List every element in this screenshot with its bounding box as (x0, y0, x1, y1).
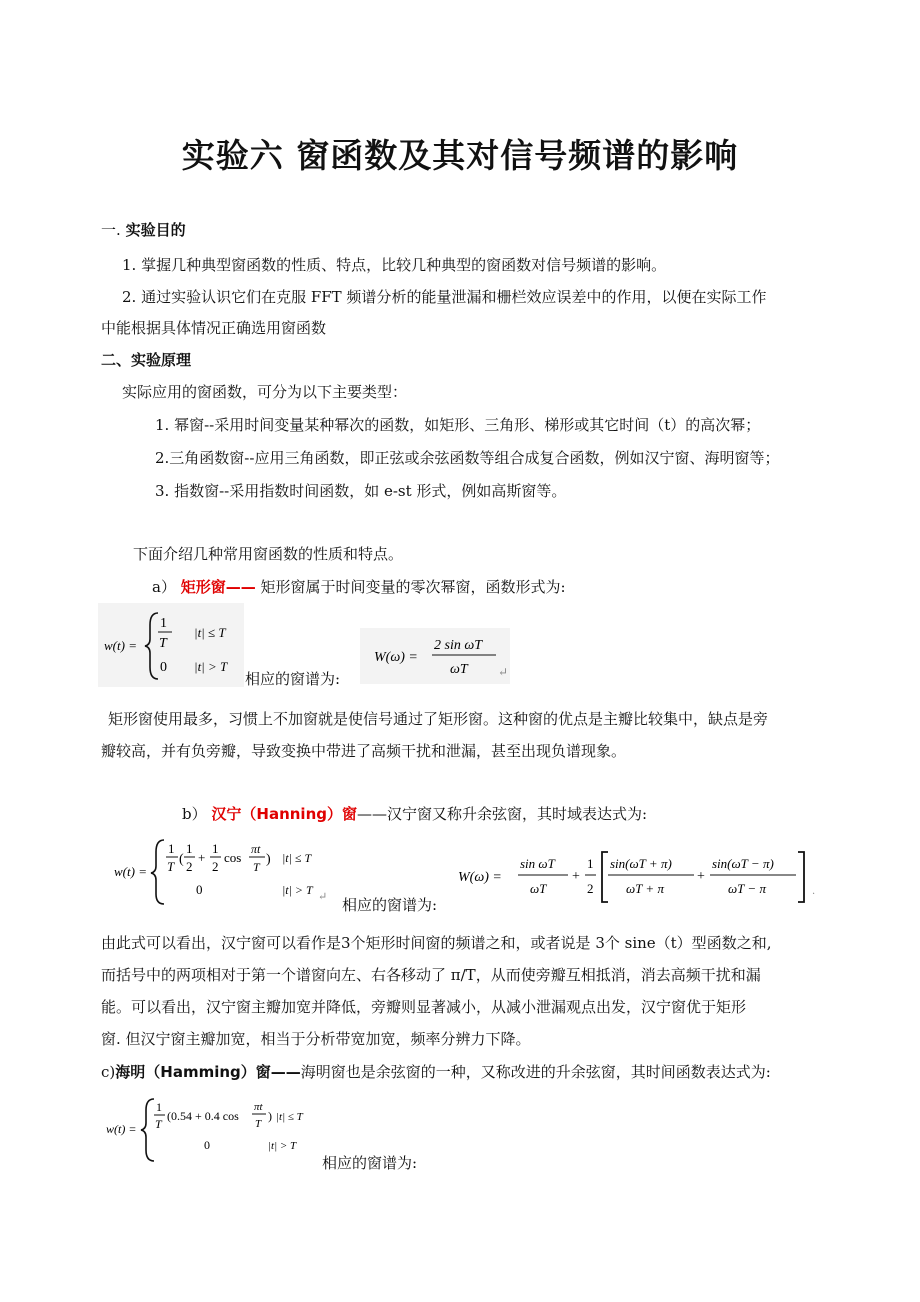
rect-spec-lhs: W(ω) = (374, 650, 418, 665)
hanning-s1-den: ωT (530, 881, 547, 896)
hanning-brace (151, 840, 164, 904)
hamming-frac-num: 1 (156, 1100, 162, 1114)
hanning-para-line-2: 而括号中的两项相对于第一个谱窗向左、右各移动了 π/T，从而使旁瓣互相抵消，消去高频干扰和漏 (101, 966, 761, 984)
hanning-case1-cond: |t| ≤ T (282, 851, 312, 865)
rect-window-heading (152, 577, 566, 597)
hanning-spec-plus1: + (572, 869, 580, 884)
rect-spec-den: ωT (450, 662, 468, 677)
rect-spectrum-formula (360, 628, 510, 684)
rect-spec-num: 2 sin ωT (434, 638, 483, 653)
hanning-open-paren: ( (179, 852, 184, 867)
hamming-lhs: w(t) = (106, 1122, 137, 1136)
hanning-s2-num: sin(ωT + π) (610, 856, 672, 871)
hanning-half1-num: 1 (186, 841, 193, 856)
hanning-s1-num: sin ωT (520, 856, 555, 871)
hanning-case2-cond: |t| > T (282, 883, 313, 897)
rect-marker: a） (152, 578, 176, 596)
hanning-window-desc: ——汉宁窗又称升余弦窗，其时域表达式为: (356, 805, 648, 823)
hamming-pit-den: T (255, 1118, 262, 1130)
return-mark-icon: ↵ (498, 665, 509, 679)
hanning-half2-num: 1 (212, 841, 219, 856)
hanning-para-line-4: 窗. 但汉宁窗主瓣加宽，相当于分析带宽加宽，频率分辨力下降。 (101, 1030, 531, 1048)
window-type-exp: 3. 指数窗--采用指数时间函数，如 e-st 形式，例如高斯窗等。 (155, 482, 567, 500)
hanning-frac1-num: 1 (168, 841, 175, 856)
rect-case2-val: 0 (160, 660, 167, 675)
objective-item-1: 1. 掌握几种典型窗函数的性质、特点，比较几种典型的窗函数对信号频谱的影响。 (122, 256, 667, 274)
hanning-half2-den: 2 (212, 859, 219, 874)
hamming-case1-cond: |t| ≤ T (276, 1111, 303, 1123)
hanning-frac1-den: T (167, 859, 175, 874)
objective-item-2-line-2: 中能根据具体情况正确选用窗函数 (101, 319, 327, 337)
hamming-case2-val: 0 (204, 1138, 210, 1152)
hamming-marker: c) (101, 1063, 116, 1081)
hanning-plus: + (198, 850, 206, 865)
hanning-para-line-1: 由此式可以看出，汉宁窗可以看作是3个矩形时间窗的频谱之和，或者说是 3个 sine（t）型函数之和, (101, 934, 772, 952)
hamming-spectrum-label: 相应的窗谱为: (322, 1154, 418, 1172)
hanning-window-name: 汉宁（Hanning）窗 (211, 805, 357, 823)
hamming-window-heading (101, 1062, 771, 1082)
hamming-window-desc: 海明窗也是余弦窗的一种，又称改进的升余弦窗，其时间函数表达式为: (300, 1063, 771, 1081)
hanning-spec-plus2: + (697, 869, 705, 884)
hanning-spec-half-den: 2 (587, 881, 594, 896)
hanning-spectrum-label: 相应的窗谱为: (342, 896, 438, 914)
section-1-heading (101, 220, 186, 240)
rect-case1-num: 1 (160, 616, 167, 631)
rect-lhs: w(t) = (104, 638, 137, 653)
hamming-brace (141, 1099, 154, 1161)
hanning-lhs: w(t) = (114, 864, 147, 879)
hanning-case2-val: 0 (196, 882, 203, 897)
rect-case2-cond: |t| > T (194, 659, 228, 674)
hamming-case2-cond: |t| > T (268, 1140, 297, 1152)
rect-window-desc: 矩形窗属于时间变量的零次幂窗，函数形式为: (260, 578, 566, 596)
common-windows-lead: 下面介绍几种常用窗函数的性质和特点。 (133, 545, 404, 563)
hanning-spec-dot: . (812, 886, 816, 897)
section-1-number: 一. (101, 221, 121, 239)
hamming-frac-den: T (155, 1117, 162, 1131)
hamming-pit-num: πt (254, 1101, 263, 1113)
hanning-s2-den: ωT + π (626, 881, 664, 896)
window-types-intro: 实际应用的窗函数，可分为以下主要类型： (122, 383, 408, 401)
rect-para-line-1: 矩形窗使用最多，习惯上不加窗就是使信号通过了矩形窗。这种窗的优点是主瓣比较集中，缺点是旁 (108, 710, 769, 728)
page-title: 实验六 窗函数及其对信号频谱的影响 (181, 136, 739, 175)
hanning-s3-den: ωT − π (728, 881, 766, 896)
section-1-title: 实验目的 (125, 221, 186, 239)
return-mark-icon: ↵ (318, 890, 328, 903)
rect-brace (145, 613, 158, 679)
hanning-pit-num: πt (251, 842, 261, 856)
hanning-spectrum-formula (456, 848, 826, 912)
rect-window-name: 矩形窗—— (180, 578, 256, 596)
hanning-pit-den: T (253, 860, 260, 874)
hanning-cos: cos (224, 850, 242, 865)
hanning-spec-lhs: W(ω) = (458, 870, 502, 885)
rect-para-line-2: 瓣较高，并有负旁瓣，导致变换中带进了高频干扰和泄漏，甚至出现负谱现象。 (101, 742, 627, 760)
hanning-left-bracket (602, 852, 608, 902)
hanning-time-formula (112, 836, 332, 910)
hamming-window-name: 海明（Hamming）窗—— (115, 1063, 301, 1081)
hanning-marker: b） (182, 805, 207, 823)
hamming-time-formula (104, 1095, 324, 1167)
hanning-spec-half-num: 1 (587, 856, 594, 871)
hamming-close-paren: ) (268, 1109, 272, 1123)
hanning-s3-num: sin(ωT − π) (712, 856, 774, 871)
hanning-close-paren: ) (266, 852, 271, 867)
hanning-half1-den: 2 (186, 859, 193, 874)
hanning-right-bracket (798, 852, 804, 902)
hanning-window-heading (182, 804, 647, 824)
rect-time-formula (98, 603, 244, 687)
hanning-para-line-3: 能。可以看出，汉宁窗主瓣加宽并降低，旁瓣则显著减小，从减小泄漏观点出发，汉宁窗优于矩形 (101, 998, 747, 1016)
section-2-heading: 二、实验原理 (101, 351, 192, 369)
window-type-trig: 2.三角函数窗--应用三角函数，即正弦或余弦函数等组合成复合函数，例如汉宁窗、海明窗等； (155, 449, 780, 467)
rect-case1-den: T (159, 636, 167, 651)
rect-case1-cond: |t| ≤ T (194, 625, 226, 640)
rect-spectrum-label: 相应的窗谱为: (245, 670, 341, 688)
window-type-power: 1. 幂窗--采用时间变量某种幂次的函数，如矩形、三角形、梯形或其它时间（t）的高次幂； (155, 416, 761, 434)
hamming-body: (0.54 + 0.4 cos (167, 1109, 239, 1123)
objective-item-2-line-1: 2. 通过实验认识它们在克服 FFT 频谱分析的能量泄漏和栅栏效应误差中的作用，以便在实际工作 (122, 288, 767, 306)
